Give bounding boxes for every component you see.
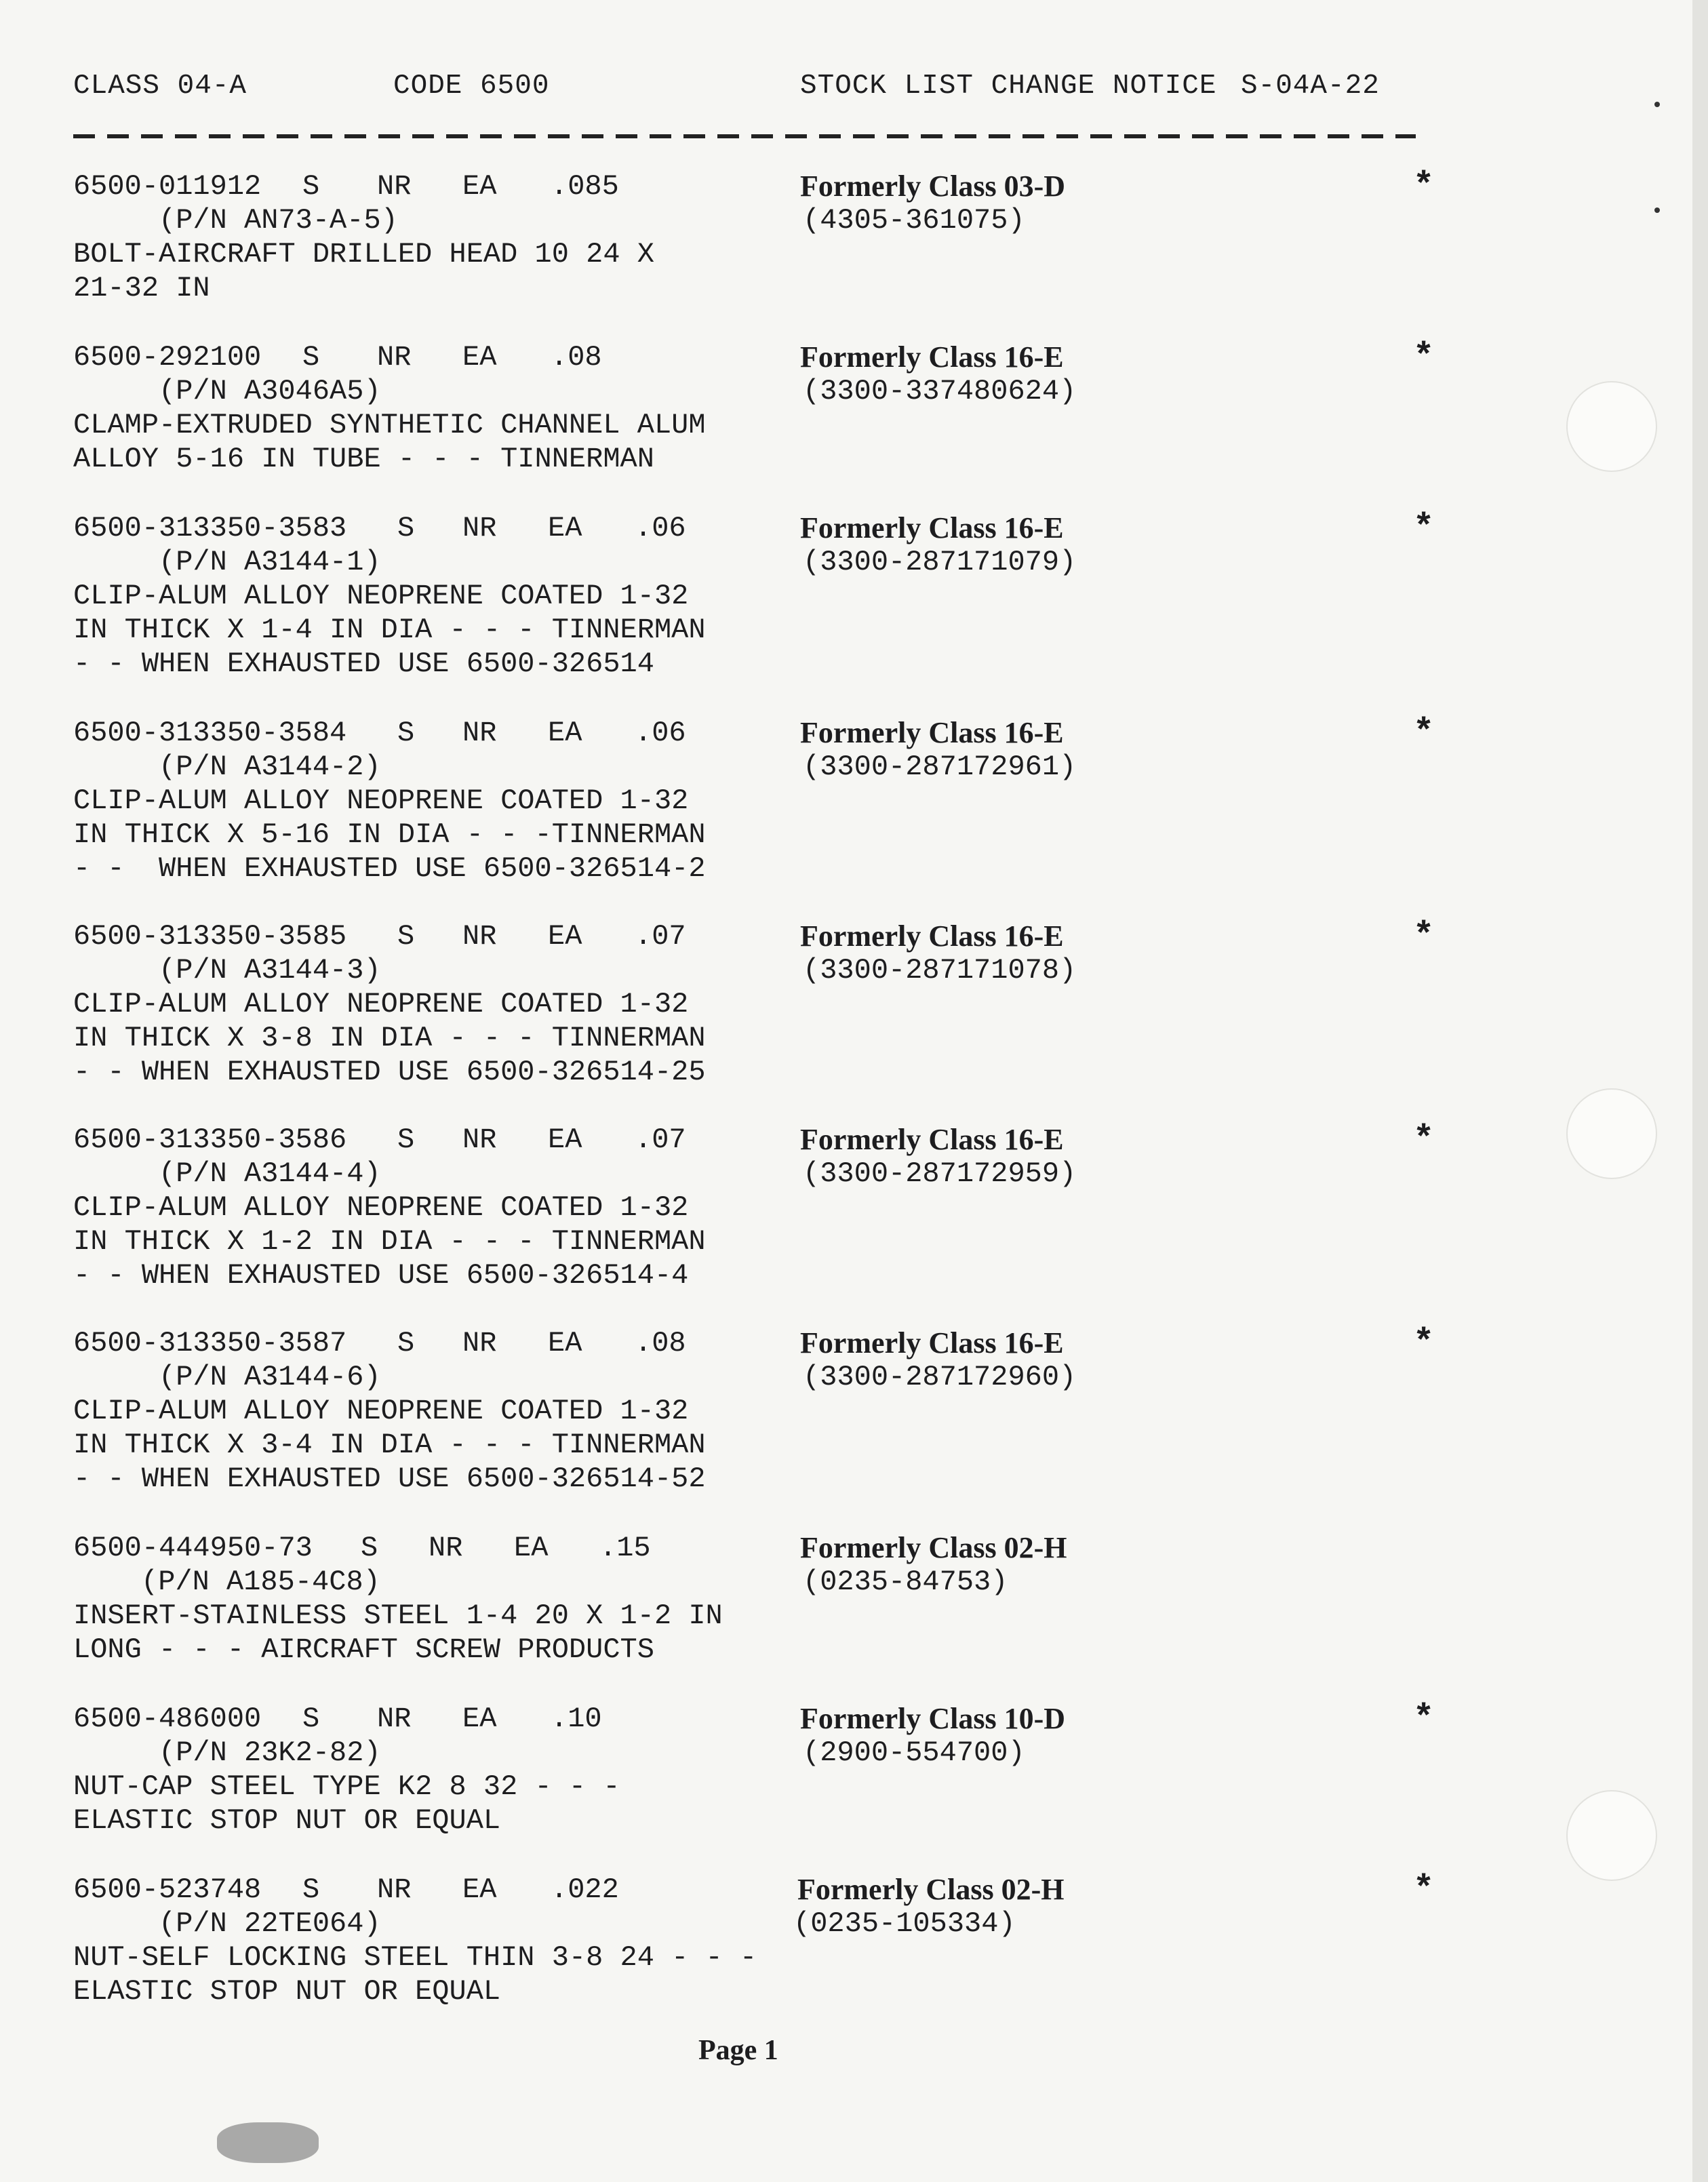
recoverability-code: NR	[377, 1703, 412, 1735]
unit-price: .06	[635, 717, 686, 749]
description-line: CLIP-ALUM ALLOY NEOPRENE COATED 1-32	[73, 1191, 689, 1224]
former-stock-number: (3300-287172961)	[803, 751, 1077, 783]
stock-number: 6500-313350-3583	[73, 512, 347, 544]
unit-of-issue: EA	[548, 920, 582, 953]
formerly-class: Formerly Class 16-E	[800, 340, 1064, 374]
unit-of-issue: EA	[462, 341, 497, 374]
unit-price: .10	[551, 1703, 602, 1735]
formerly-class: Formerly Class 16-E	[800, 1123, 1064, 1156]
formerly-class: Formerly Class 02-H	[800, 1531, 1067, 1564]
source-code: S	[397, 512, 415, 544]
former-stock-number: (3300-287171078)	[803, 954, 1077, 987]
source-code: S	[397, 1327, 415, 1360]
unit-price: .15	[599, 1532, 651, 1564]
description-line: - - WHEN EXHAUSTED USE 6500-326514-25	[73, 1056, 706, 1088]
part-number: (P/N AN73-A-5)	[159, 204, 398, 237]
stock-number: 6500-523748	[73, 1873, 262, 1906]
recoverability-code: NR	[377, 170, 412, 203]
source-code: S	[397, 1124, 415, 1156]
unit-of-issue: EA	[548, 1327, 582, 1360]
paper-edge-shadow	[1692, 0, 1708, 2182]
description-line: IN THICK X 5-16 IN DIA - - -TINNERMAN	[73, 818, 706, 851]
unit-of-issue: EA	[548, 512, 582, 544]
unit-price: .022	[551, 1873, 619, 1906]
unit-price: .08	[635, 1327, 686, 1360]
description-line: CLIP-ALUM ALLOY NEOPRENE COATED 1-32	[73, 988, 689, 1020]
code-label: CODE 6500	[393, 71, 550, 102]
description-line: ELASTIC STOP NUT OR EQUAL	[73, 1975, 501, 2008]
change-asterisk: *	[1413, 1323, 1435, 1363]
description-line: CLIP-ALUM ALLOY NEOPRENE COATED 1-32	[73, 580, 689, 612]
stock-entry	[0, 1119, 1708, 1292]
source-code: S	[302, 341, 320, 374]
punch-hole	[1566, 381, 1657, 472]
unit-of-issue: EA	[514, 1532, 549, 1564]
punch-hole	[1566, 1790, 1657, 1881]
former-stock-number: (3300-337480624)	[803, 375, 1077, 408]
description-line: CLAMP-EXTRUDED SYNTHETIC CHANNEL ALUM	[73, 409, 706, 441]
stock-number: 6500-444950-73	[73, 1532, 313, 1564]
description-line: CLIP-ALUM ALLOY NEOPRENE COATED 1-32	[73, 785, 689, 817]
description-line: ALLOY 5-16 IN TUBE - - - TINNERMAN	[73, 443, 654, 475]
unit-price: .06	[635, 512, 686, 544]
source-code: S	[302, 1703, 320, 1735]
unit-price: .07	[635, 920, 686, 953]
stock-number: 6500-313350-3587	[73, 1327, 347, 1360]
part-number: (P/N A3144-1)	[159, 546, 381, 578]
change-asterisk: *	[1413, 1119, 1435, 1159]
source-code: S	[361, 1532, 378, 1564]
change-asterisk: *	[1413, 1869, 1435, 1909]
notice-number: S-04A-22	[1241, 71, 1380, 102]
part-number: (P/N A3144-2)	[159, 751, 381, 783]
description-line: INSERT-STAINLESS STEEL 1-4 20 X 1-2 IN	[73, 1600, 723, 1632]
description-line: BOLT-AIRCRAFT DRILLED HEAD 10 24 X	[73, 238, 654, 271]
former-stock-number: (3300-287172960)	[803, 1361, 1077, 1393]
stock-number: 6500-486000	[73, 1703, 262, 1735]
formerly-class: Formerly Class 16-E	[800, 919, 1064, 953]
part-number: (P/N A3144-4)	[159, 1157, 381, 1190]
stock-entry	[0, 1869, 1708, 2036]
description-line: 21-32 IN	[73, 272, 210, 304]
unit-of-issue: EA	[548, 717, 582, 749]
change-asterisk: *	[1413, 337, 1435, 377]
former-stock-number: (0235-84753)	[803, 1566, 1008, 1598]
unit-price: .08	[551, 341, 602, 374]
description-line: IN THICK X 3-4 IN DIA - - - TINNERMAN	[73, 1429, 706, 1461]
stock-entry	[0, 916, 1708, 1088]
recoverability-code: NR	[462, 512, 497, 544]
change-asterisk: *	[1413, 713, 1435, 753]
stock-number: 6500-313350-3584	[73, 717, 347, 749]
former-stock-number: (0235-105334)	[793, 1907, 1016, 1940]
recoverability-code: NR	[429, 1532, 463, 1564]
formerly-class: Formerly Class 16-E	[800, 1326, 1064, 1360]
description-line: CLIP-ALUM ALLOY NEOPRENE COATED 1-32	[73, 1395, 689, 1427]
part-number: (P/N A185-4C8)	[141, 1566, 380, 1598]
formerly-class: Formerly Class 03-D	[800, 170, 1066, 203]
part-number: (P/N A3144-6)	[159, 1361, 381, 1393]
source-code: S	[302, 170, 320, 203]
description-line: IN THICK X 1-2 IN DIA - - - TINNERMAN	[73, 1225, 706, 1258]
dashed-divider	[73, 134, 1416, 138]
recoverability-code: NR	[462, 1124, 497, 1156]
formerly-class: Formerly Class 16-E	[800, 716, 1064, 749]
part-number: (P/N 23K2-82)	[159, 1737, 381, 1769]
recoverability-code: NR	[462, 1327, 497, 1360]
notice-header	[0, 71, 1708, 111]
stock-entry	[0, 1323, 1708, 1495]
description-line: NUT-CAP STEEL TYPE K2 8 32 - - -	[73, 1770, 620, 1803]
former-stock-number: (2900-554700)	[803, 1737, 1025, 1769]
formerly-class: Formerly Class 02-H	[797, 1873, 1065, 1906]
unit-of-issue: EA	[548, 1124, 582, 1156]
former-stock-number: (3300-287172959)	[803, 1157, 1077, 1190]
formerly-class: Formerly Class 16-E	[800, 511, 1064, 544]
former-stock-number: (4305-361075)	[803, 204, 1025, 237]
stock-number: 6500-313350-3585	[73, 920, 347, 953]
unit-of-issue: EA	[462, 1873, 497, 1906]
change-asterisk: *	[1413, 1699, 1435, 1739]
description-line: IN THICK X 3-8 IN DIA - - - TINNERMAN	[73, 1022, 706, 1054]
description-line: LONG - - - AIRCRAFT SCREW PRODUCTS	[73, 1633, 654, 1666]
description-line: NUT-SELF LOCKING STEEL THIN 3-8 24 - - -	[73, 1941, 757, 1974]
formerly-class: Formerly Class 10-D	[800, 1702, 1066, 1735]
source-code: S	[397, 717, 415, 749]
unit-of-issue: EA	[462, 170, 497, 203]
unit-price: .085	[551, 170, 619, 203]
source-code: S	[397, 920, 415, 953]
description-line: IN THICK X 1-4 IN DIA - - - TINNERMAN	[73, 614, 706, 646]
description-line: - - WHEN EXHAUSTED USE 6500-326514	[73, 648, 654, 680]
recoverability-code: NR	[377, 1873, 412, 1906]
punch-hole	[1566, 1088, 1657, 1179]
change-asterisk: *	[1413, 916, 1435, 956]
part-number: (P/N 22TE064)	[159, 1907, 381, 1940]
paper-stain	[217, 2122, 319, 2163]
description-line: - - WHEN EXHAUSTED USE 6500-326514-52	[73, 1463, 706, 1495]
stock-number: 6500-292100	[73, 341, 262, 374]
stock-entry	[0, 337, 1708, 503]
class-label: CLASS 04-A	[73, 71, 247, 102]
paper-speck	[1654, 102, 1660, 107]
change-asterisk: *	[1413, 166, 1435, 206]
stock-entry	[0, 713, 1708, 885]
source-code: S	[302, 1873, 320, 1906]
description-line: ELASTIC STOP NUT OR EQUAL	[73, 1804, 501, 1837]
unit-of-issue: EA	[462, 1703, 497, 1735]
notice-title: STOCK LIST CHANGE NOTICE	[800, 71, 1217, 102]
recoverability-code: NR	[377, 341, 412, 374]
description-line: - - WHEN EXHAUSTED USE 6500-326514-4	[73, 1259, 689, 1292]
recoverability-code: NR	[462, 717, 497, 749]
part-number: (P/N A3046A5)	[159, 375, 381, 408]
unit-price: .07	[635, 1124, 686, 1156]
change-asterisk: *	[1413, 508, 1435, 548]
part-number: (P/N A3144-3)	[159, 954, 381, 987]
paper-speck	[1654, 207, 1660, 213]
recoverability-code: NR	[462, 920, 497, 953]
stock-entry	[0, 166, 1708, 332]
stock-number: 6500-313350-3586	[73, 1124, 347, 1156]
description-line: - - WHEN EXHAUSTED USE 6500-326514-2	[73, 852, 706, 885]
former-stock-number: (3300-287171079)	[803, 546, 1077, 578]
stock-entry	[0, 1531, 1708, 1694]
stock-entry	[0, 1699, 1708, 1865]
page-number: Page 1	[698, 2035, 778, 2066]
stock-number: 6500-011912	[73, 170, 262, 203]
stock-entry	[0, 508, 1708, 680]
